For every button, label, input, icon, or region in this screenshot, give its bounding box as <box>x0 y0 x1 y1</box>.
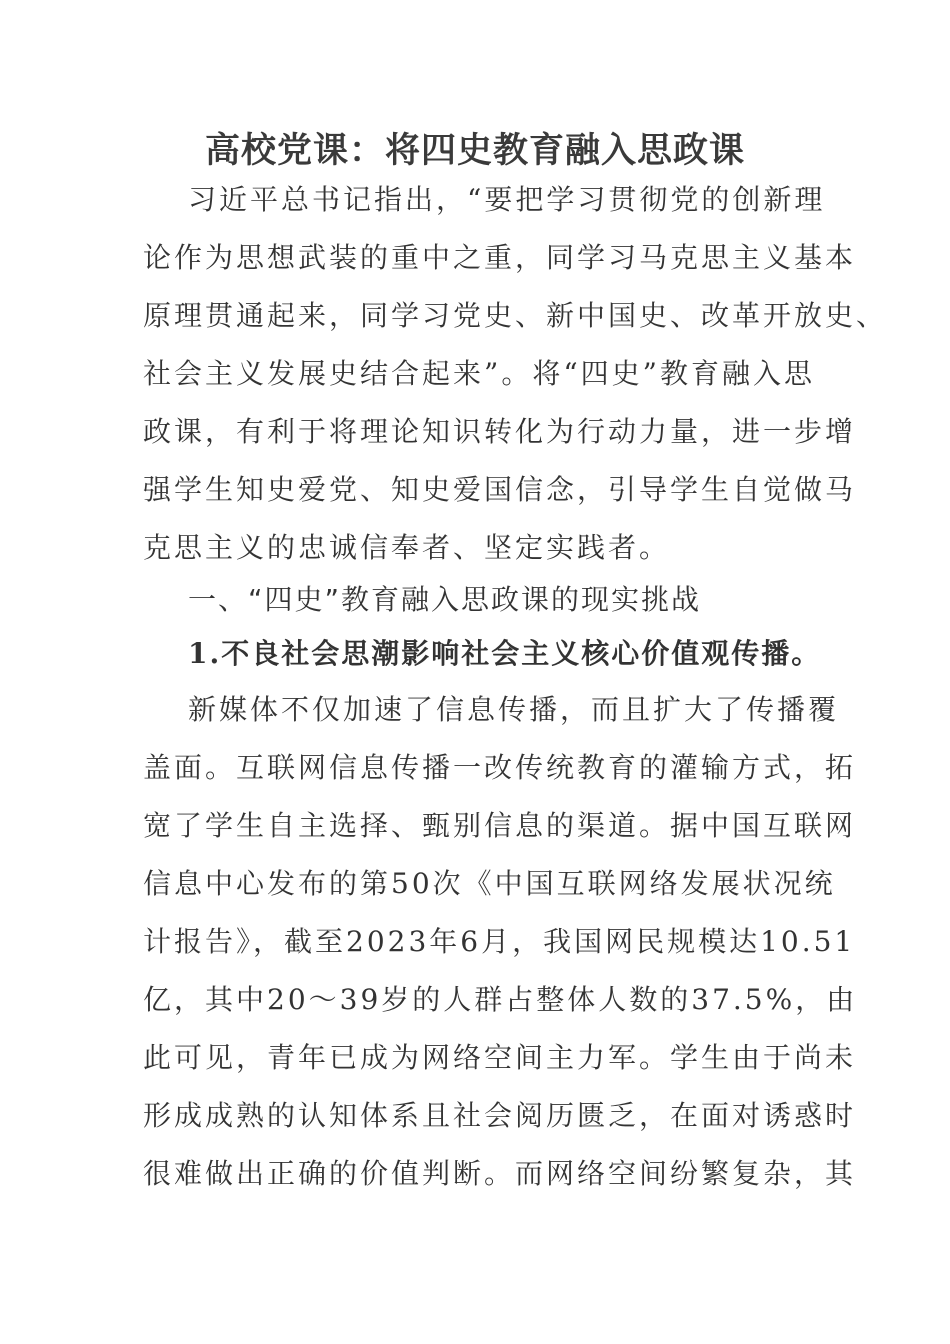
body-line: 很难做出正确的价值判断。而网络空间纷繁复杂，其 <box>143 1157 857 1190</box>
body-line: 强学生知史爱党、知史爱国信念，引导学生自觉做马 <box>143 473 857 506</box>
body-line: 信息中心发布的第50次《中国互联网络发展状况统 <box>143 867 836 900</box>
body-line: 亿，其中20～39岁的人群占整体人数的37.5%，由 <box>143 983 858 1016</box>
body-line: 计报告》，截至2023年6月，我国网民规模达10.51 <box>143 925 856 958</box>
document-title: 高校党课：将四史教育融入思政课 <box>204 131 745 171</box>
body-line: 新媒体不仅加速了信息传播，而且扩大了传播覆 <box>188 693 840 726</box>
body-line: 此可见，青年已成为网络空间主力军。学生由于尚未 <box>143 1041 857 1074</box>
body-line: 原理贯通起来，同学习党史、新中国史、改革开放史、 <box>143 299 888 332</box>
body-line: 习近平总书记指出，“要把学习贯彻党的创新理 <box>188 183 826 216</box>
body-line: 论作为思想武装的重中之重，同学习马克思主义基本 <box>143 241 857 274</box>
section-heading: 一、“四史”教育融入思政课的现实挑战 <box>188 583 702 616</box>
body-line: 宽了学生自主选择、甄别信息的渠道。据中国互联网 <box>143 809 857 842</box>
body-line: 政课，有利于将理论知识转化为行动力量，进一步增 <box>143 415 857 448</box>
subsection-heading: 1.不良社会思潮影响社会主义核心价值观传播。 <box>188 637 822 670</box>
body-line: 盖面。互联网信息传播一改传统教育的灌输方式，拓 <box>143 751 857 784</box>
body-line: 克思主义的忠诚信奉者、坚定实践者。 <box>143 531 671 564</box>
body-line: 形成成熟的认知体系且社会阅历匮乏，在面对诱惑时 <box>143 1099 857 1132</box>
body-line: 社会主义发展史结合起来”。将“四史”教育融入思 <box>143 357 815 390</box>
